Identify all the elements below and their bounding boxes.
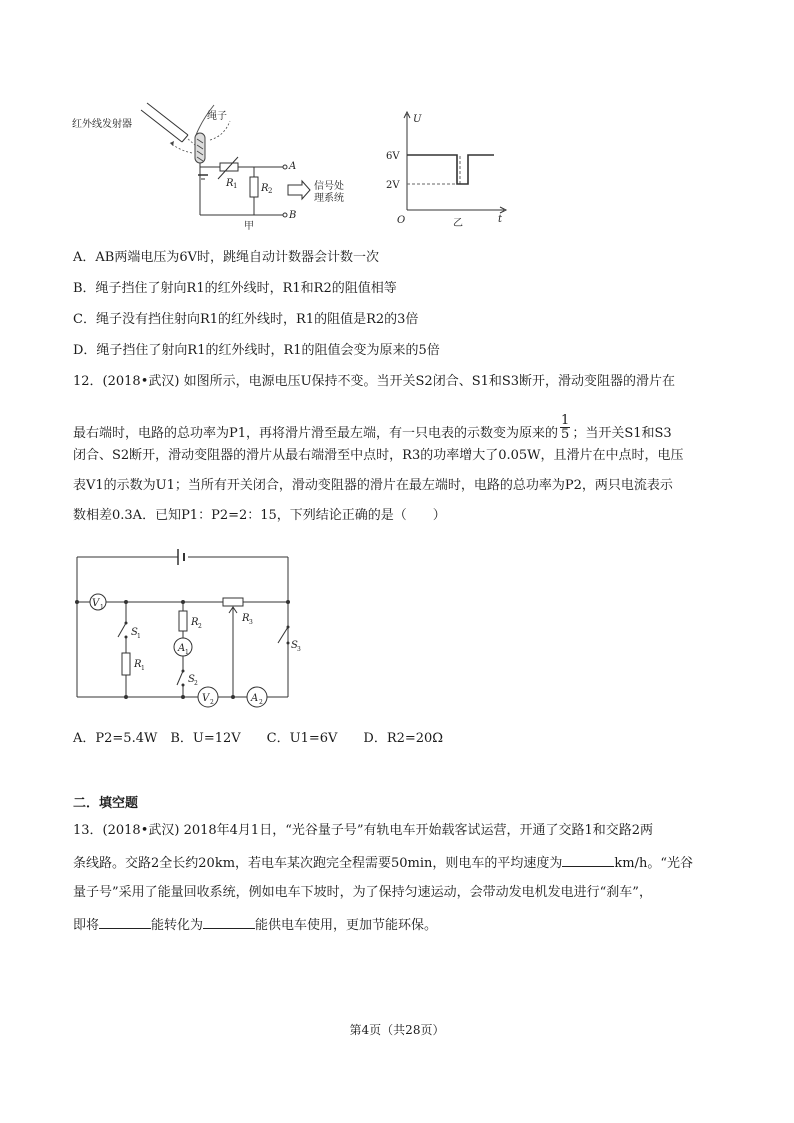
emitter-label: 红外线发射器 xyxy=(72,119,132,130)
q12-line5: 数相差0.3A．已知P1：P2=2：15，下列结论正确的是（ ） xyxy=(73,508,446,523)
rope-label: 绳子 xyxy=(207,111,227,122)
v-low-label: 2V xyxy=(386,180,400,191)
q12-line2-text: 最右端时，电路的总功率为P1，再将滑片滑至最左端，有一只电表的示数变为原来的 xyxy=(73,426,559,441)
answer-blank-energy-to[interactable] xyxy=(203,916,255,929)
v2-sub: 2 xyxy=(210,699,214,706)
caption-jia: 甲 xyxy=(244,221,254,232)
t-axis-label: t xyxy=(498,214,503,225)
q12-circuit-diagram xyxy=(70,545,300,715)
q13-line4 xyxy=(73,916,437,934)
voltage-trace xyxy=(407,155,494,184)
q13-line4-b: 能转化为 xyxy=(151,918,204,933)
q11-option-a: A．AB两端电压为6V时，跳绳自动计数器会计数一次 xyxy=(73,250,379,265)
q12-line4: 表V1的示数为U1；当所有开关闭合，滑动变阻器的滑片在最左端时，电路的总功率为P2，两只电流表示 xyxy=(73,478,673,493)
q12-line2-tail: ；当开关S1和S3 xyxy=(572,426,672,441)
q12-line2 xyxy=(73,413,672,447)
q11-option-b: B．绳子挡住了射向R1的红外线时，R1和R2的阻值相等 xyxy=(73,281,397,296)
q13-line4-a: 即将 xyxy=(73,918,100,933)
svg-text:1: 1 xyxy=(233,182,238,190)
s1-label: S xyxy=(131,627,138,638)
q12-options: A．P2=5.4W B．U=12V C．U1=6V D．R2=20Ω xyxy=(73,731,444,746)
fraction-one-fifth xyxy=(560,414,570,441)
rheostat-r3 xyxy=(223,598,243,606)
origin-label: O xyxy=(397,215,406,226)
s2-sub: 2 xyxy=(194,680,198,687)
fraction-denominator: 5 xyxy=(561,427,570,442)
system-label-line1: 信号处 xyxy=(314,181,344,192)
page-footer: 第4页（共28页） xyxy=(349,1023,445,1037)
r1-sub: 1 xyxy=(141,665,145,672)
q12-line1: 12．(2018•武汉) 如图所示，电源电压U保持不变。当开关S2闭合、S1和S3断开，滑动变阻器的滑片在 xyxy=(73,374,676,389)
v1-sub: 1 xyxy=(100,604,104,611)
q11-option-d: D．绳子挡住了射向R1的红外线时，R1的阻值会变为原来的5倍 xyxy=(73,343,440,358)
a1-label: A xyxy=(178,643,186,654)
q13-line2-tail: km/h。“光谷 xyxy=(614,856,694,871)
detector-circuit xyxy=(198,157,287,217)
s3-label: S xyxy=(291,640,298,651)
s3-sub: 3 xyxy=(297,646,301,653)
svg-text:R: R xyxy=(226,178,234,189)
svg-text:R: R xyxy=(261,183,269,194)
answer-blank-speed[interactable] xyxy=(562,854,614,867)
r2-label: R xyxy=(191,617,199,628)
a2-sub: 2 xyxy=(259,699,263,706)
a1-sub: 1 xyxy=(185,649,189,656)
jump-rope-circuit-figure xyxy=(70,95,390,235)
r2-label xyxy=(260,183,272,195)
double-arrow-icon xyxy=(288,181,310,199)
v1-label: V xyxy=(92,598,100,609)
q13-line2 xyxy=(73,854,693,872)
a2-label: A xyxy=(251,693,259,704)
system-label-line2: 理系统 xyxy=(314,193,344,204)
v2-label: V xyxy=(202,693,210,704)
voltage-time-graph xyxy=(380,108,510,233)
q13-line3: 量子号”采用了能量回收系统，例如电车下坡时，为了保持匀速运动，会带动发电机发电进行“刹车”， xyxy=(73,885,652,900)
answer-blank-energy-from[interactable] xyxy=(99,916,151,929)
s1-sub: 1 xyxy=(137,633,141,640)
resistor-r2 xyxy=(179,611,187,631)
r2-sub: 2 xyxy=(198,623,202,630)
s2-label: S xyxy=(188,674,195,685)
fraction-numerator: 1 xyxy=(561,413,570,428)
r1-label xyxy=(225,178,237,190)
r3-sub: 3 xyxy=(249,619,253,626)
q13-line2-text: 条线路。交路2全长约20km，若电车某次跑完全程需要50min，则电车的平均速度为 xyxy=(73,856,563,871)
svg-text:2: 2 xyxy=(268,187,273,195)
r3-label: R xyxy=(242,613,250,624)
q13-line1: 13．(2018•武汉) 2018年4月1日，“光谷量子号”有轨电车开始载客试运营，开通了交路1和交路2两 xyxy=(73,823,654,838)
u-axis-label: U xyxy=(413,114,422,125)
terminal-b: B xyxy=(289,210,297,221)
resistor-r1 xyxy=(122,653,130,675)
q12-line3: 闭合、S2断开，滑动变阻器的滑片从最右端滑至中点时，R3的功率增大了0.05W，且滑片在中点时，电压 xyxy=(73,448,684,463)
q11-option-c: C．绳子没有挡住射向R1的红外线时，R1的阻值是R2的3倍 xyxy=(73,312,419,327)
caption-yi: 乙 xyxy=(453,218,463,229)
r1-label: R xyxy=(134,659,142,670)
v-high-label: 6V xyxy=(386,151,400,162)
section-title-fill-blank: 二．填空题 xyxy=(73,796,139,811)
terminal-a: A xyxy=(289,161,297,172)
q13-line4-c: 能供电车使用，更加节能环保。 xyxy=(255,918,438,933)
